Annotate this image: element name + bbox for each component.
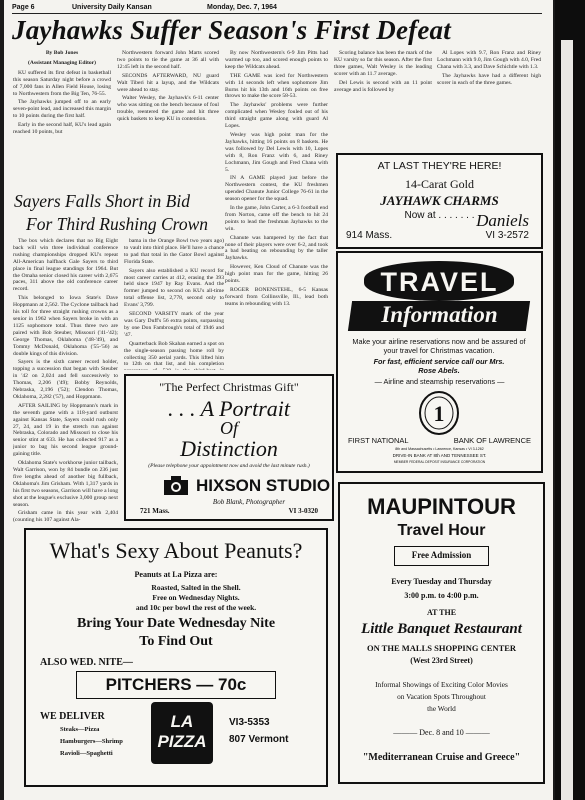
travel-ad-drive-in: DRIVE-IN BANK AT 8th AND TENNESSEE ST.: [392, 453, 487, 458]
travel-ad-line3: — Airline and steamship reservations —: [374, 377, 505, 386]
story2-paragraph: Sayers also established a KU record for most career carries at 412, erasing the 393 held since 1947 by Ray Evans. And the former jumped to second on KU's all-time total offense list, 2,778, second only to Evans' 3,799.: [124, 267, 224, 309]
la-pizza-ad-line1: Peanuts at La Pizza are:: [134, 570, 218, 579]
la-pizza-ad-pitchers: PITCHERS — 70c: [105, 675, 247, 694]
maupintour-ad-cruise: "Mediterranean Cruise and Greece": [362, 752, 521, 763]
charms-ad-line4: Now at . . . . . . .: [404, 210, 475, 221]
maupintour-ad-showings2: on Vacation Spots Throughout: [397, 692, 486, 701]
story2-paragraph: Grisham came in this year with 2,404 (counting his 107 against Ala-: [13, 510, 118, 524]
story1-paragraph: The Jayhawks' problems were further complicated when Wesley fouled out of his third straight game along with guard Al Lopes.: [225, 102, 328, 130]
maupintour-ad-venue3: (West 23rd Street): [410, 656, 473, 665]
story1-paragraph: ROGER BONENSTEHL, 6-5 Kansas forward from Collinsville, Ill., lead both teams in rebounding with 13.: [225, 287, 328, 307]
portrait-ad-studio: HIXSON STUDIO: [196, 476, 331, 495]
bank-emblem-icon: [418, 390, 460, 436]
travel-ad-line1: Make your airline reservations now and be assured of your travel for Christmas vacation.: [352, 337, 526, 355]
story1-column-4: [334, 50, 432, 98]
la-pizza-ad: [24, 528, 328, 787]
charms-ad-store: Daniels: [476, 211, 529, 230]
maupintour-ad: [338, 482, 545, 784]
story1-paragraph: IN A GAME played just before the Northwestern contest, the KU freshmen upended Chanute Junior College 76-61 in the season opener for the squad.: [225, 175, 328, 203]
portrait-ad-note: (Please telephone your appointment now and avoid the last minute rush.): [148, 463, 310, 469]
maupintour-ad-dates: ——— Dec. 8 and 10 ———: [393, 728, 490, 737]
paper-name: University Daily Kansan: [72, 4, 152, 11]
story1-paragraph: However, Ken Cloud of Chanute was the high point man for the game, hitting 26 points.: [225, 264, 328, 285]
story1-paragraph: Del Lewis is second with an 11 point average and is followed by: [334, 79, 432, 93]
pitchers-box: [76, 671, 276, 699]
la-pizza-ad-headline: What's Sexy About Peanuts?: [49, 538, 303, 563]
story1-paragraph: By now Northwestern's 6-9 Jim Pitts had warmed up too, and scored enough points to keep the Wildcats ahead.: [225, 50, 328, 70]
la-pizza-ad-line3: Free on Wednesday Nights.: [152, 593, 240, 602]
portrait-ad-line2: Of: [220, 418, 238, 438]
story1-paragraph: Walter Wesley, the Jayhawk's 6-11 center who was sitting on the bench because of foul trouble, reentered the game and hit three quick baskets to keep KU in contention.: [117, 95, 219, 123]
la-pizza-ad-line4: and 10c per bowl the rest of the week.: [135, 603, 257, 612]
portrait-ad-address: 721 Mass.: [140, 507, 170, 515]
story1-byline-role: (Assistant Managing Editor): [27, 59, 97, 66]
maupintour-ad-admission: Free Admission: [411, 550, 472, 560]
camera-icon: [162, 474, 190, 498]
portrait-ad-line1: . . . A Portrait: [167, 396, 291, 421]
story2-paragraph: The box which declares that no Big Eight back will win three individual conference rushing championships dropped KU's repeat All-American halfback Gale Sayers to third place in final league standings for 1964. But the Omaha senior closed his career with 2,675 paces, 311 above the old conference career record.: [13, 238, 118, 293]
story1-paragraph: The Jayhawks jumped off to an early seven-point lead, and increased this margin to 10 points during the first half.: [13, 99, 111, 120]
travel-ad-word1: TRAVEL: [380, 267, 499, 297]
maupintour-ad-showings1: Informal Showings of Exciting Color Movies: [375, 680, 508, 689]
story1-byline: By Bob Jones: [45, 50, 79, 56]
charms-ad-line2: 14-Carat Gold: [405, 177, 474, 191]
maupintour-ad-time: 3:00 p.m. to 4:00 p.m.: [404, 591, 479, 600]
la-pizza-ad-menu-1: Steaks—Pizza: [60, 726, 100, 733]
admission-box: [394, 546, 489, 566]
adjacent-page-sliver: [561, 40, 573, 800]
story2-paragraph: bama in the Orange Bowl two years ago) to vault into third place. He'll have a chance to pad that total in the Gator Bowl against Florida State.: [124, 238, 224, 265]
la-pizza-ad-line6: To Find Out: [139, 634, 213, 649]
la-pizza-ad-line5: Bring Your Date Wednesday Nite: [76, 616, 276, 631]
portrait-ad: [124, 374, 334, 521]
la-pizza-logo-text: LA PIZZA: [157, 712, 207, 751]
maupintour-ad-venue: Little Banquet Restaurant: [361, 621, 522, 637]
la-pizza-ad-line2: Roasted, Salted in the Shell.: [151, 583, 241, 592]
maupintour-ad-name: MAUPINTOUR: [367, 494, 516, 519]
story2-paragraph: Oklahoma State's workhorse junior tailback, Walt Garrison, won by 84 bundle on 236 just five lengths ahead of another big fullback, Oklahoma's Jim Grisham. With 1,317 yards in his first two seasons, Garrison will have a long shot at the league's exclusive 3,000 group next season.: [13, 460, 118, 508]
la-pizza-ad-address: 807 Vermont: [229, 734, 289, 745]
story1-paragraph: The Jayhawks have had a different high scorer in each of the three games.: [437, 72, 541, 86]
story2-headline-line1: Sayers Falls Short in Bid: [14, 191, 190, 211]
maupintour-ad-showings3: the World: [427, 704, 456, 713]
story1-column-2: [117, 50, 219, 190]
story2-headline-line2: For Third Rushing Crown: [26, 214, 208, 234]
story1-column-5: [437, 50, 541, 98]
portrait-ad-phone: VI 3-0320: [288, 507, 318, 515]
newspaper-page: [4, 0, 553, 800]
travel-ad: [336, 251, 543, 473]
masthead-rule: [12, 13, 542, 14]
travel-ad-bank-address: 8th and Massachusetts • Lawrence, Kansas • VI 3-1262: [395, 447, 484, 451]
maupintour-ad-venue2: ON THE MALLS SHOPPING CENTER: [366, 643, 517, 653]
la-pizza-ad-also: ALSO WED. NITE—: [40, 657, 133, 668]
la-pizza-ad-phone: VI3-5353: [229, 717, 270, 728]
portrait-ad-title: "The Perfect Christmas Gift": [159, 380, 299, 394]
main-headline: Jayhawks Suffer Season's First Defeat: [12, 15, 451, 45]
portrait-ad-line3: Distinction: [180, 436, 278, 461]
charms-ad-address: 914 Mass.: [346, 230, 393, 241]
travel-ad-word2: Information: [381, 302, 498, 327]
charms-ad-line1: AT LAST THEY'RE HERE!: [377, 160, 502, 172]
maupintour-ad-days: Every Tuesday and Thursday: [391, 577, 492, 586]
story2-column-1: [13, 238, 118, 526]
la-pizza-logo: [151, 702, 213, 764]
story2-paragraph: This belonged to Iowa State's Dave Hoppmann at 2,562. The Cyclone tailback had his toll for three straight rushing crowns as a senior in 1962 when Sayers broke in with an 1125 sophomore total. Thus three two are paired with Bob Steuber, Missouri ('41-'42); George Thomas, Oklahoma ('48-'49), and Tommy McDonald, Oklahoma ('55-'56) as double kings of this division.: [13, 295, 118, 357]
story1-paragraph: Chanute was hampered by the fact that none of their players were over 6-2, and took a bad beating on rebounding by the taller Jayhawks.: [225, 234, 328, 262]
travel-ad-fdic: MEMBER FEDERAL DEPOSIT INSURANCE CORPORATION: [393, 460, 486, 464]
story1-paragraph: Al Lopes with 9.7, Ron Franz and Riney Lochmann with 9.0, Jim Gough with 4.0, Fred Chana with 3.3, and Dave Schichtle with 1.3.: [437, 50, 541, 70]
story1-paragraph: In the game, John Carter, a 6-3 football end from Norton, came off the bench to hit 24 points to lead the freshman Jayhawks to the win.: [225, 205, 328, 232]
svg-text:1: 1: [433, 401, 445, 426]
la-pizza-ad-menu-3: Ravioli—Spaghetti: [60, 750, 113, 757]
story1-column-1: [13, 50, 111, 190]
page-number: Page 6: [12, 4, 35, 11]
story1-paragraph: KU suffered its first defeat in basketball this season Saturday night before a crowd of 7,000 fans in Allen Field House, losing to Northwestern from the Big Ten, 76-55.: [13, 69, 111, 97]
travel-ad-bank-left: FIRST NATIONAL: [348, 436, 409, 445]
la-pizza-ad-menu-2: Hamburgers—Shrimp: [60, 738, 123, 745]
story2-paragraph: Sayers is the sixth career record holder, topping a succession that began with Steuber in '42 on 2,024 and fell successively to Thomas, 2,206 ('49); Bobby Reynolds, Nebraska, 2,196 ('52); Clendon Thomas, Oklahoma, 2,282 ('57), and Hoppmann.: [13, 359, 118, 400]
story2-paragraph: AFTER SAILING by Hoppmann's mark in the seventh game with a 118-yard outburst against Kansas State, Sayers could rush only 27, 24, and 19 in the stretch run against Nebraska, Colorado and Missouri to close his senior stint at 633. He has collected 917 as a junior to bag his second league ground-gaining title.: [13, 402, 118, 458]
la-pizza-ad-deliver: WE DELIVER: [40, 711, 105, 722]
story1-column-3: [225, 50, 328, 372]
story1-paragraph: Northwestern forward John Marts scored two points to tie the game at 36 all with 12:45 left in the second half.: [117, 50, 219, 70]
story1-paragraph: Scoring balance has been the mark of the KU varsity so far this season. After the first three games, Walt Wesley is the leading scorer with an 11.7 average.: [334, 50, 432, 77]
travel-ad-bank-right: BANK OF LAWRENCE: [453, 436, 531, 445]
charms-ad-line3: JAYHAWK CHARMS: [380, 193, 499, 208]
maupintour-ad-at: AT THE: [426, 608, 457, 617]
story1-paragraph: THE GAME was iced for Northwestern with 14 seconds left when sophomore Jim Burns hit his 13th and 16th points on free throws to make the score 58-53.: [225, 72, 328, 100]
story1-paragraph: Early in the second half, KU's lead again reached 10 points, but: [13, 122, 111, 136]
story1-paragraph: SECONDS AFTERWARD, NU guard Walt Tiberi hit a layup, and the Wildcats were ahead to stay.: [117, 72, 219, 93]
charms-ad-phone: VI 3-2572: [485, 230, 529, 241]
story1-paragraph: Wesley was high point man for the Jayhawks, hitting 16 points on 8 baskets. He was followed by Del Lewis with 10, Lopes with 8, Ron Franz with 6, and Riney Lochmann, Jim Gough and Fred Chana with 5.: [225, 131, 328, 173]
story2-paragraph: Quarterback Bob Skahan earned a spot on the single-season passing home roll by collecting 350 aerial yards. This lifted him to 12th on that list, and his completion: [124, 340, 224, 368]
story2-column-2: [124, 238, 224, 370]
issue-date: Monday, Dec. 7, 1964: [207, 4, 277, 11]
charms-ad: [336, 153, 543, 249]
portrait-ad-photographer: Bob Blank, Photographer: [212, 498, 286, 506]
story2-paragraph: SECOND VARSITY mark of the year was Gary Duff's 56 extra points, surpassing by one Don Fambrough's total of 1946 and '47.: [124, 311, 224, 338]
travel-ad-line2: For fast, efficient service call our Mrs. Rose Abels.: [373, 357, 505, 375]
maupintour-ad-title: Travel Hour: [397, 522, 486, 539]
